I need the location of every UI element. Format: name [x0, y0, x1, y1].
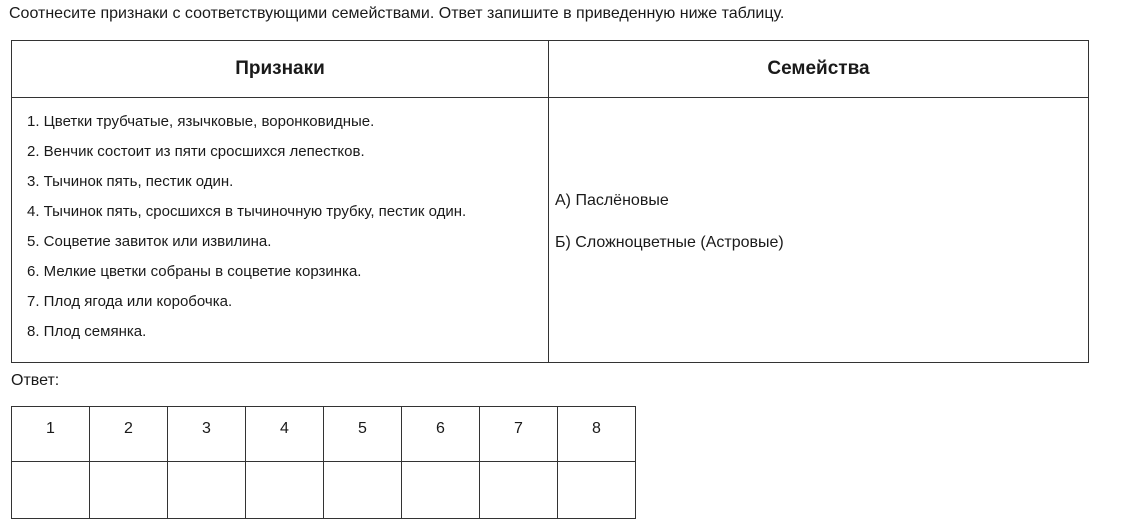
answer-header-row: [12, 407, 636, 462]
answer-column-number: 2: [90, 407, 168, 462]
feature-item: 8. Плод семянка.: [27, 323, 147, 340]
answer-column-number: 1: [12, 407, 90, 462]
answer-cell[interactable]: [90, 462, 168, 519]
answer-cell[interactable]: [168, 462, 246, 519]
matching-table-header-row: [12, 41, 1089, 98]
answer-label: Ответ:: [11, 372, 60, 389]
feature-item: 5. Соцветие завиток или извилина.: [27, 233, 272, 250]
feature-item: 2. Венчик состоит из пяти сросшихся лепестков.: [27, 143, 365, 160]
answer-column-number: 3: [168, 407, 246, 462]
feature-item: 7. Плод ягода или коробочка.: [27, 293, 233, 310]
answer-cell[interactable]: [480, 462, 558, 519]
features-list: [12, 98, 548, 347]
family-item: Б) Сложноцветные (Астровые): [555, 234, 784, 251]
answer-input-row: [12, 462, 636, 519]
answer-cell[interactable]: [324, 462, 402, 519]
feature-item: 6. Мелкие цветки собраны в соцветие корзинка.: [27, 263, 362, 280]
answer-column-number: 8: [558, 407, 636, 462]
matching-table-body-row: [12, 98, 1089, 363]
families-list: [549, 98, 1088, 253]
family-item: А) Паслёновые: [555, 192, 669, 209]
header-features: Признаки: [12, 41, 549, 98]
feature-item: 4. Тычинок пять, сросшихся в тычиночную трубку, пестик один.: [27, 203, 467, 220]
answer-cell[interactable]: [402, 462, 480, 519]
answer-column-number: 4: [246, 407, 324, 462]
families-cell: [549, 98, 1089, 363]
feature-item: 3. Тычинок пять, пестик один.: [27, 173, 234, 190]
answer-column-number: 7: [480, 407, 558, 462]
answer-table: [11, 406, 636, 519]
answer-cell[interactable]: [558, 462, 636, 519]
answer-cell[interactable]: [12, 462, 90, 519]
matching-table: [11, 40, 1089, 363]
feature-item: 1. Цветки трубчатые, язычковые, воронковидные.: [27, 113, 375, 130]
instruction-text: Соотнесите признаки с соответствующими семействами. Ответ запишите в приведенную ниже таблицу.: [9, 5, 785, 22]
answer-column-number: 5: [324, 407, 402, 462]
answer-cell[interactable]: [246, 462, 324, 519]
answer-column-number: 6: [402, 407, 480, 462]
features-cell: [12, 98, 549, 363]
header-families: Семейства: [549, 41, 1089, 98]
